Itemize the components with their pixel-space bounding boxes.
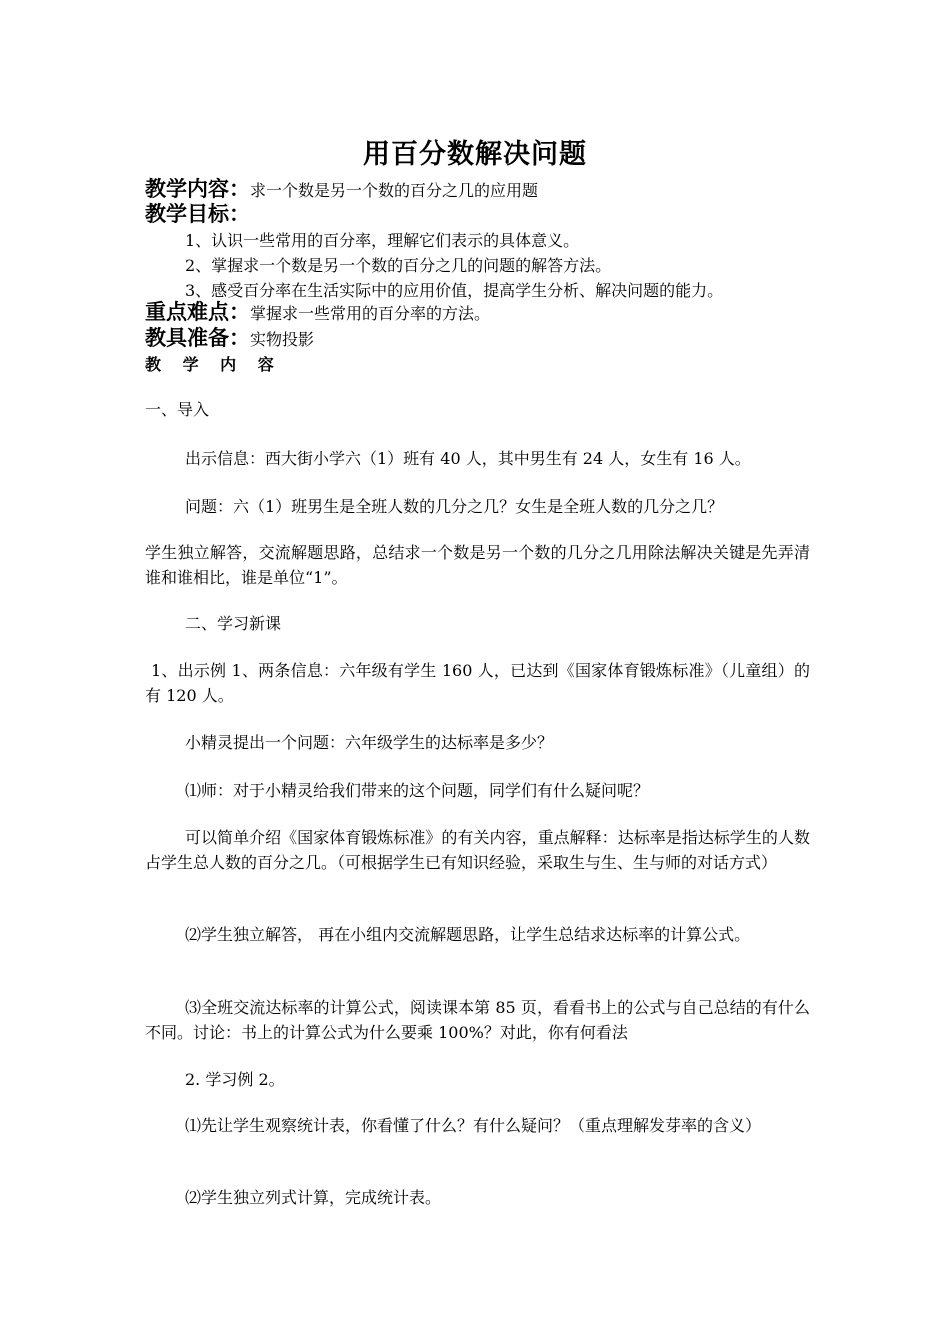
sprite-question: 小精灵提出一个问题：六年级学生的达标率是多少？ [185, 733, 554, 752]
teaching-aids-value: 实物投影 [250, 330, 315, 349]
teaching-content-row [145, 176, 538, 204]
key-points-label: 重点难点： [145, 300, 250, 324]
teaching-aids-row [145, 325, 314, 353]
document-title: 用百分数解决问题 [363, 139, 587, 170]
intro-summary: 学生独立解答，交流解题思路，总结求一个数是另一个数的几分之几用除法解决关键是先弄清谁和谁相比，谁是单位“1”。 [145, 543, 810, 587]
intro-info: 出示信息：西大街小学六（1）班有 40 人，其中男生有 24 人，女生有 16 人。 [185, 449, 751, 468]
intro-heading: 一、导入 [145, 400, 210, 419]
example1-text: 1、出示例 1、两条信息：六年级有学生 160 人，已达到《国家体育锻炼标准》（儿童组）的有 120 人。 [145, 661, 810, 705]
teaching-goals-label: 教学目标： [145, 202, 250, 226]
step2-text: ⑵学生独立解答， 再在小组内交流解题思路，让学生总结求达标率的计算公式。 [185, 925, 751, 944]
example2-heading: 2. 学习例 2。 [185, 1070, 285, 1089]
key-points-value: 掌握求一些常用的百分率的方法。 [250, 304, 491, 323]
ex2-step2-text: ⑵学生独立列式计算，完成统计表。 [185, 1188, 442, 1207]
goal-item-3: 3、感受百分率在生活实际中的应用价值，提高学生分析、解决问题的能力。 [185, 281, 724, 300]
key-points-row [145, 299, 490, 327]
goal-item-2: 2、掌握求一个数是另一个数的百分之几的问题的解答方法。 [185, 256, 612, 275]
teaching-content-label: 教学内容： [145, 177, 250, 201]
goal-item-1: 1、认识一些常用的百分率，理解它们表示的具体意义。 [185, 231, 580, 250]
step3-text: ⑶全班交流达标率的计算公式，阅读课本第 85 页，看看书上的公式与自己总结的有什么不同。讨论：书上的计算公式为什么要乘 100%？对此，你有何看法 [145, 998, 810, 1042]
step1-text: ⑴师：对于小精灵给我们带来的这个问题，同学们有什么疑问呢？ [185, 781, 650, 800]
section-heading: 教 学 内 容 [145, 355, 282, 374]
teaching-aids-label: 教具准备： [145, 326, 250, 350]
intro-question: 问题：六（1）班男生是全班人数的几分之几？女生是全班人数的几分之几？ [185, 497, 724, 516]
new-lesson-heading: 二、学习新课 [185, 614, 282, 633]
teaching-content-value: 求一个数是另一个数的百分之几的应用题 [250, 181, 539, 200]
ex2-step1-text: ⑴先让学生观察统计表，你看懂了什么？有什么疑问？（重点理解发芽率的含义） [185, 1116, 762, 1135]
explain-text: 可以简单介绍《国家体育锻炼标准》的有关内容，重点解释：达标率是指达标学生的人数占学生总人数的百分之几。（可根据学生已有知识经验，采取生与生、生与师的对话方式） [145, 828, 810, 872]
